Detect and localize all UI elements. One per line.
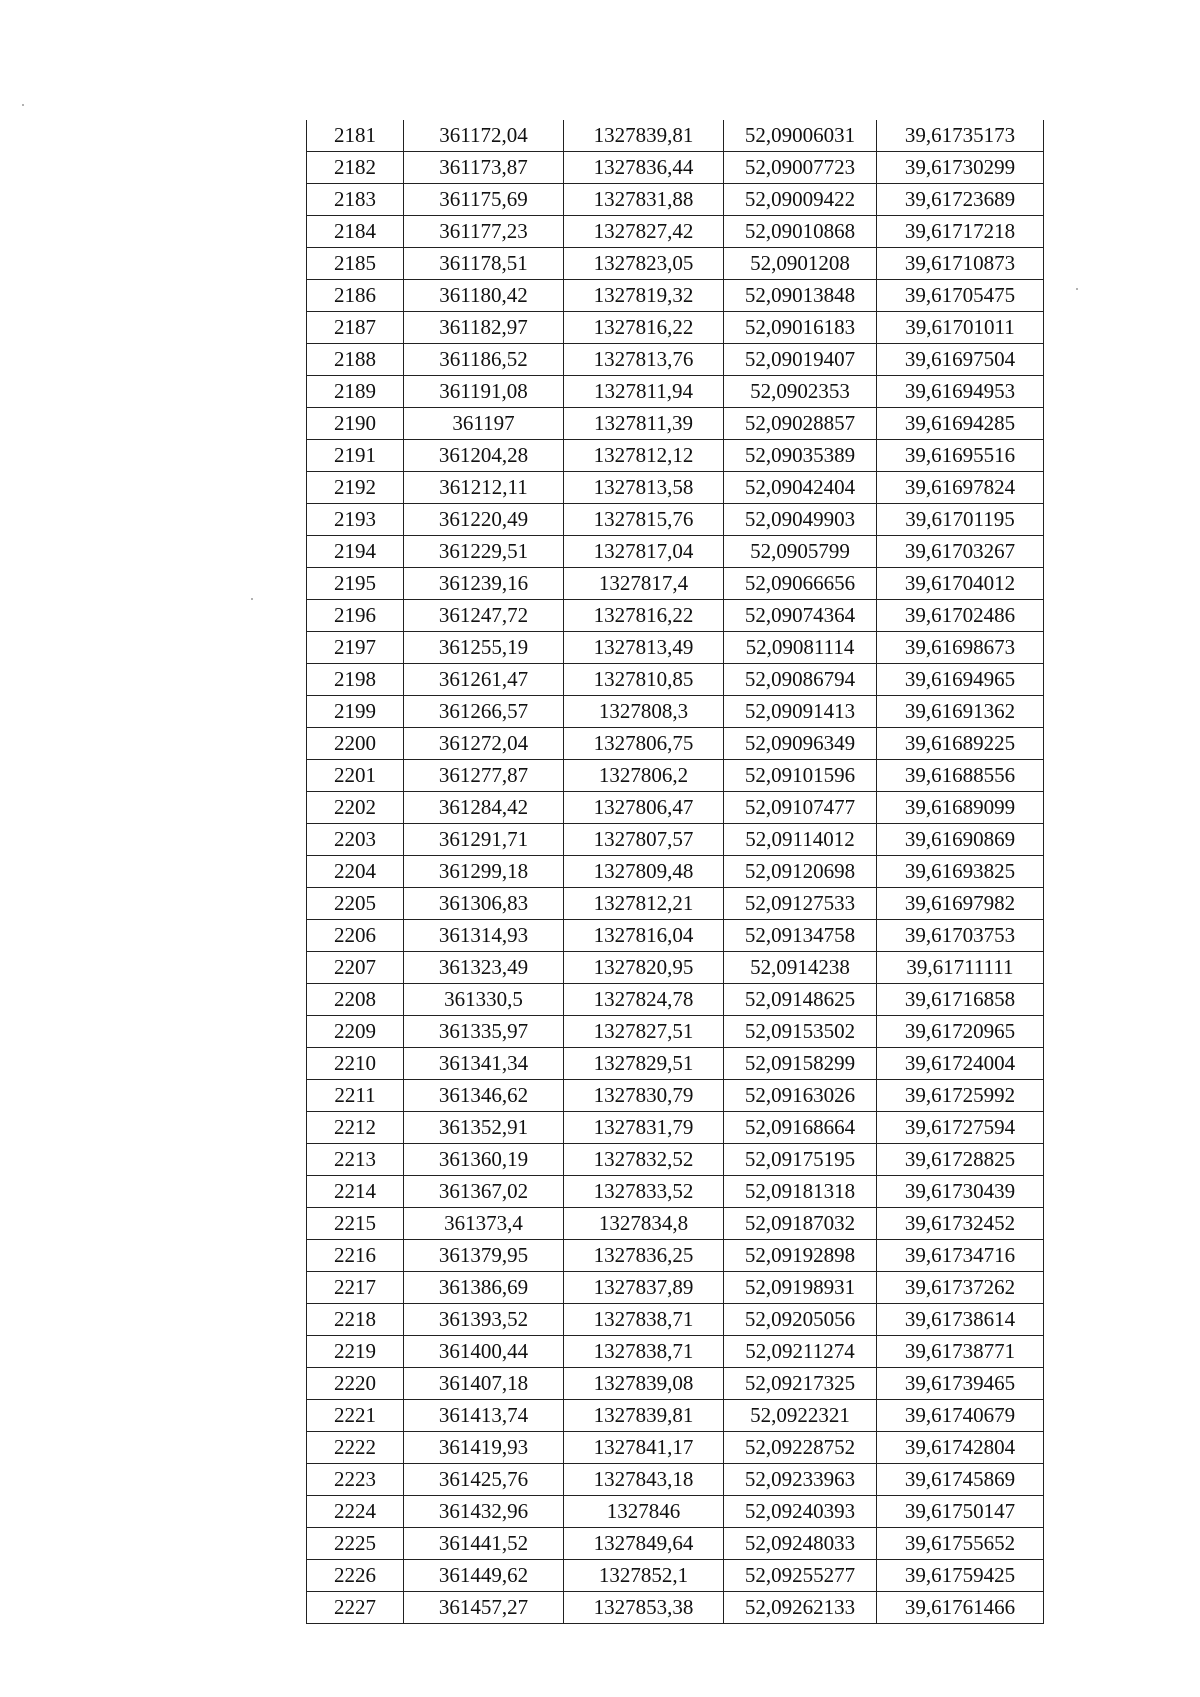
table-row [307, 1144, 1044, 1176]
longitude-cell: 39,61697504 [877, 344, 1044, 376]
coordinates-table-body [307, 120, 1044, 1624]
point-number-cell: 2215 [307, 1208, 404, 1240]
y-coordinate-cell: 1327816,22 [564, 600, 724, 632]
point-number-cell: 2188 [307, 344, 404, 376]
point-number-cell: 2200 [307, 728, 404, 760]
latitude-cell: 52,09086794 [724, 664, 877, 696]
longitude-cell: 39,61688556 [877, 760, 1044, 792]
latitude-cell: 52,09240393 [724, 1496, 877, 1528]
table-row [307, 792, 1044, 824]
point-number-cell: 2224 [307, 1496, 404, 1528]
point-number-cell: 2214 [307, 1176, 404, 1208]
longitude-cell: 39,61716858 [877, 984, 1044, 1016]
point-number-cell: 2185 [307, 248, 404, 280]
table-row [307, 440, 1044, 472]
table-row [307, 1080, 1044, 1112]
latitude-cell: 52,09175195 [724, 1144, 877, 1176]
y-coordinate-cell: 1327843,18 [564, 1464, 724, 1496]
latitude-cell: 52,09042404 [724, 472, 877, 504]
point-number-cell: 2217 [307, 1272, 404, 1304]
scan-speck [22, 104, 24, 106]
latitude-cell: 52,09255277 [724, 1560, 877, 1592]
latitude-cell: 52,09074364 [724, 600, 877, 632]
y-coordinate-cell: 1327813,58 [564, 472, 724, 504]
y-coordinate-cell: 1327839,81 [564, 120, 724, 152]
longitude-cell: 39,61720965 [877, 1016, 1044, 1048]
x-coordinate-cell: 361323,49 [404, 952, 564, 984]
longitude-cell: 39,61728825 [877, 1144, 1044, 1176]
scan-speck [1076, 288, 1078, 290]
table-row [307, 280, 1044, 312]
y-coordinate-cell: 1327811,39 [564, 408, 724, 440]
point-number-cell: 2206 [307, 920, 404, 952]
point-number-cell: 2187 [307, 312, 404, 344]
x-coordinate-cell: 361306,83 [404, 888, 564, 920]
point-number-cell: 2201 [307, 760, 404, 792]
x-coordinate-cell: 361330,5 [404, 984, 564, 1016]
longitude-cell: 39,61702486 [877, 600, 1044, 632]
table-row [307, 888, 1044, 920]
latitude-cell: 52,09127533 [724, 888, 877, 920]
x-coordinate-cell: 361299,18 [404, 856, 564, 888]
y-coordinate-cell: 1327846 [564, 1496, 724, 1528]
latitude-cell: 52,09049903 [724, 504, 877, 536]
table-row [307, 568, 1044, 600]
x-coordinate-cell: 361335,97 [404, 1016, 564, 1048]
x-coordinate-cell: 361172,04 [404, 120, 564, 152]
latitude-cell: 52,09217325 [724, 1368, 877, 1400]
longitude-cell: 39,61717218 [877, 216, 1044, 248]
y-coordinate-cell: 1327841,17 [564, 1432, 724, 1464]
latitude-cell: 52,09101596 [724, 760, 877, 792]
latitude-cell: 52,09066656 [724, 568, 877, 600]
longitude-cell: 39,61701195 [877, 504, 1044, 536]
x-coordinate-cell: 361191,08 [404, 376, 564, 408]
y-coordinate-cell: 1327827,42 [564, 216, 724, 248]
longitude-cell: 39,61739465 [877, 1368, 1044, 1400]
table-row [307, 1048, 1044, 1080]
table-row [307, 600, 1044, 632]
longitude-cell: 39,61695516 [877, 440, 1044, 472]
latitude-cell: 52,09228752 [724, 1432, 877, 1464]
point-number-cell: 2207 [307, 952, 404, 984]
table-row [307, 760, 1044, 792]
y-coordinate-cell: 1327823,05 [564, 248, 724, 280]
longitude-cell: 39,61703753 [877, 920, 1044, 952]
x-coordinate-cell: 361419,93 [404, 1432, 564, 1464]
scan-speck [251, 598, 253, 600]
latitude-cell: 52,09107477 [724, 792, 877, 824]
latitude-cell: 52,0914238 [724, 952, 877, 984]
y-coordinate-cell: 1327806,47 [564, 792, 724, 824]
longitude-cell: 39,61730439 [877, 1176, 1044, 1208]
longitude-cell: 39,61694285 [877, 408, 1044, 440]
y-coordinate-cell: 1327806,75 [564, 728, 724, 760]
x-coordinate-cell: 361346,62 [404, 1080, 564, 1112]
table-row [307, 248, 1044, 280]
point-number-cell: 2211 [307, 1080, 404, 1112]
longitude-cell: 39,61740679 [877, 1400, 1044, 1432]
latitude-cell: 52,09211274 [724, 1336, 877, 1368]
x-coordinate-cell: 361441,52 [404, 1528, 564, 1560]
latitude-cell: 52,09120698 [724, 856, 877, 888]
latitude-cell: 52,09007723 [724, 152, 877, 184]
longitude-cell: 39,61732452 [877, 1208, 1044, 1240]
latitude-cell: 52,09019407 [724, 344, 877, 376]
longitude-cell: 39,61704012 [877, 568, 1044, 600]
latitude-cell: 52,0922321 [724, 1400, 877, 1432]
y-coordinate-cell: 1327815,76 [564, 504, 724, 536]
longitude-cell: 39,61761466 [877, 1592, 1044, 1624]
table-row [307, 664, 1044, 696]
longitude-cell: 39,61738614 [877, 1304, 1044, 1336]
y-coordinate-cell: 1327839,81 [564, 1400, 724, 1432]
x-coordinate-cell: 361432,96 [404, 1496, 564, 1528]
x-coordinate-cell: 361341,34 [404, 1048, 564, 1080]
point-number-cell: 2223 [307, 1464, 404, 1496]
latitude-cell: 52,0901208 [724, 248, 877, 280]
y-coordinate-cell: 1327834,8 [564, 1208, 724, 1240]
point-number-cell: 2208 [307, 984, 404, 1016]
table-row [307, 1176, 1044, 1208]
y-coordinate-cell: 1327833,52 [564, 1176, 724, 1208]
x-coordinate-cell: 361457,27 [404, 1592, 564, 1624]
x-coordinate-cell: 361180,42 [404, 280, 564, 312]
latitude-cell: 52,09233963 [724, 1464, 877, 1496]
x-coordinate-cell: 361197 [404, 408, 564, 440]
longitude-cell: 39,61737262 [877, 1272, 1044, 1304]
point-number-cell: 2205 [307, 888, 404, 920]
table-row [307, 1528, 1044, 1560]
x-coordinate-cell: 361277,87 [404, 760, 564, 792]
latitude-cell: 52,09010868 [724, 216, 877, 248]
table-row [307, 1464, 1044, 1496]
x-coordinate-cell: 361272,04 [404, 728, 564, 760]
y-coordinate-cell: 1327836,44 [564, 152, 724, 184]
table-row [307, 344, 1044, 376]
table-row [307, 1272, 1044, 1304]
point-number-cell: 2197 [307, 632, 404, 664]
point-number-cell: 2203 [307, 824, 404, 856]
longitude-cell: 39,61694953 [877, 376, 1044, 408]
table-row [307, 1368, 1044, 1400]
y-coordinate-cell: 1327819,32 [564, 280, 724, 312]
x-coordinate-cell: 361314,93 [404, 920, 564, 952]
longitude-cell: 39,61742804 [877, 1432, 1044, 1464]
table-row [307, 1592, 1044, 1624]
table-row [307, 1336, 1044, 1368]
latitude-cell: 52,09013848 [724, 280, 877, 312]
y-coordinate-cell: 1327817,4 [564, 568, 724, 600]
latitude-cell: 52,09262133 [724, 1592, 877, 1624]
x-coordinate-cell: 361186,52 [404, 344, 564, 376]
point-number-cell: 2181 [307, 120, 404, 152]
table-row [307, 536, 1044, 568]
point-number-cell: 2183 [307, 184, 404, 216]
point-number-cell: 2199 [307, 696, 404, 728]
longitude-cell: 39,61694965 [877, 664, 1044, 696]
latitude-cell: 52,09028857 [724, 408, 877, 440]
table-row [307, 952, 1044, 984]
y-coordinate-cell: 1327849,64 [564, 1528, 724, 1560]
point-number-cell: 2210 [307, 1048, 404, 1080]
point-number-cell: 2209 [307, 1016, 404, 1048]
point-number-cell: 2196 [307, 600, 404, 632]
y-coordinate-cell: 1327829,51 [564, 1048, 724, 1080]
latitude-cell: 52,09148625 [724, 984, 877, 1016]
y-coordinate-cell: 1327816,22 [564, 312, 724, 344]
point-number-cell: 2194 [307, 536, 404, 568]
point-number-cell: 2190 [307, 408, 404, 440]
table-row [307, 184, 1044, 216]
table-row [307, 856, 1044, 888]
table-row [307, 920, 1044, 952]
latitude-cell: 52,09006031 [724, 120, 877, 152]
table-row [307, 728, 1044, 760]
y-coordinate-cell: 1327827,51 [564, 1016, 724, 1048]
point-number-cell: 2184 [307, 216, 404, 248]
latitude-cell: 52,09096349 [724, 728, 877, 760]
y-coordinate-cell: 1327806,2 [564, 760, 724, 792]
longitude-cell: 39,61691362 [877, 696, 1044, 728]
x-coordinate-cell: 361284,42 [404, 792, 564, 824]
x-coordinate-cell: 361291,71 [404, 824, 564, 856]
longitude-cell: 39,61693825 [877, 856, 1044, 888]
x-coordinate-cell: 361367,02 [404, 1176, 564, 1208]
table-row [307, 152, 1044, 184]
longitude-cell: 39,61745869 [877, 1464, 1044, 1496]
table-row [307, 1016, 1044, 1048]
y-coordinate-cell: 1327838,71 [564, 1304, 724, 1336]
table-row [307, 408, 1044, 440]
x-coordinate-cell: 361373,4 [404, 1208, 564, 1240]
latitude-cell: 52,09016183 [724, 312, 877, 344]
longitude-cell: 39,61723689 [877, 184, 1044, 216]
longitude-cell: 39,61698673 [877, 632, 1044, 664]
longitude-cell: 39,61727594 [877, 1112, 1044, 1144]
point-number-cell: 2222 [307, 1432, 404, 1464]
latitude-cell: 52,09114012 [724, 824, 877, 856]
y-coordinate-cell: 1327832,52 [564, 1144, 724, 1176]
y-coordinate-cell: 1327813,76 [564, 344, 724, 376]
point-number-cell: 2195 [307, 568, 404, 600]
x-coordinate-cell: 361255,19 [404, 632, 564, 664]
x-coordinate-cell: 361393,52 [404, 1304, 564, 1336]
latitude-cell: 52,09158299 [724, 1048, 877, 1080]
y-coordinate-cell: 1327836,25 [564, 1240, 724, 1272]
x-coordinate-cell: 361177,23 [404, 216, 564, 248]
y-coordinate-cell: 1327807,57 [564, 824, 724, 856]
x-coordinate-cell: 361352,91 [404, 1112, 564, 1144]
x-coordinate-cell: 361247,72 [404, 600, 564, 632]
table-row [307, 1432, 1044, 1464]
y-coordinate-cell: 1327839,08 [564, 1368, 724, 1400]
y-coordinate-cell: 1327837,89 [564, 1272, 724, 1304]
latitude-cell: 52,09035389 [724, 440, 877, 472]
longitude-cell: 39,61735173 [877, 120, 1044, 152]
y-coordinate-cell: 1327830,79 [564, 1080, 724, 1112]
point-number-cell: 2193 [307, 504, 404, 536]
latitude-cell: 52,09163026 [724, 1080, 877, 1112]
y-coordinate-cell: 1327817,04 [564, 536, 724, 568]
x-coordinate-cell: 361175,69 [404, 184, 564, 216]
y-coordinate-cell: 1327810,85 [564, 664, 724, 696]
table-row [307, 1560, 1044, 1592]
point-number-cell: 2216 [307, 1240, 404, 1272]
x-coordinate-cell: 361386,69 [404, 1272, 564, 1304]
point-number-cell: 2213 [307, 1144, 404, 1176]
longitude-cell: 39,61705475 [877, 280, 1044, 312]
latitude-cell: 52,09091413 [724, 696, 877, 728]
point-number-cell: 2202 [307, 792, 404, 824]
y-coordinate-cell: 1327838,71 [564, 1336, 724, 1368]
y-coordinate-cell: 1327811,94 [564, 376, 724, 408]
longitude-cell: 39,61755652 [877, 1528, 1044, 1560]
latitude-cell: 52,09153502 [724, 1016, 877, 1048]
y-coordinate-cell: 1327809,48 [564, 856, 724, 888]
latitude-cell: 52,09181318 [724, 1176, 877, 1208]
x-coordinate-cell: 361413,74 [404, 1400, 564, 1432]
y-coordinate-cell: 1327831,88 [564, 184, 724, 216]
x-coordinate-cell: 361239,16 [404, 568, 564, 600]
y-coordinate-cell: 1327831,79 [564, 1112, 724, 1144]
table-row [307, 984, 1044, 1016]
point-number-cell: 2221 [307, 1400, 404, 1432]
latitude-cell: 52,09081114 [724, 632, 877, 664]
point-number-cell: 2212 [307, 1112, 404, 1144]
x-coordinate-cell: 361220,49 [404, 504, 564, 536]
x-coordinate-cell: 361261,47 [404, 664, 564, 696]
y-coordinate-cell: 1327808,3 [564, 696, 724, 728]
latitude-cell: 52,09198931 [724, 1272, 877, 1304]
y-coordinate-cell: 1327812,12 [564, 440, 724, 472]
latitude-cell: 52,09168664 [724, 1112, 877, 1144]
longitude-cell: 39,61738771 [877, 1336, 1044, 1368]
point-number-cell: 2186 [307, 280, 404, 312]
table-row [307, 120, 1044, 152]
longitude-cell: 39,61711111 [877, 952, 1044, 984]
longitude-cell: 39,61734716 [877, 1240, 1044, 1272]
y-coordinate-cell: 1327813,49 [564, 632, 724, 664]
table-row [307, 472, 1044, 504]
point-number-cell: 2227 [307, 1592, 404, 1624]
longitude-cell: 39,61725992 [877, 1080, 1044, 1112]
y-coordinate-cell: 1327812,21 [564, 888, 724, 920]
longitude-cell: 39,61689225 [877, 728, 1044, 760]
table-row [307, 216, 1044, 248]
point-number-cell: 2219 [307, 1336, 404, 1368]
x-coordinate-cell: 361360,19 [404, 1144, 564, 1176]
y-coordinate-cell: 1327816,04 [564, 920, 724, 952]
point-number-cell: 2226 [307, 1560, 404, 1592]
x-coordinate-cell: 361182,97 [404, 312, 564, 344]
x-coordinate-cell: 361229,51 [404, 536, 564, 568]
table-row [307, 1240, 1044, 1272]
longitude-cell: 39,61710873 [877, 248, 1044, 280]
table-row [307, 696, 1044, 728]
point-number-cell: 2218 [307, 1304, 404, 1336]
x-coordinate-cell: 361425,76 [404, 1464, 564, 1496]
table-row [307, 1400, 1044, 1432]
longitude-cell: 39,61724004 [877, 1048, 1044, 1080]
table-row [307, 632, 1044, 664]
table-row [307, 504, 1044, 536]
x-coordinate-cell: 361173,87 [404, 152, 564, 184]
latitude-cell: 52,09009422 [724, 184, 877, 216]
x-coordinate-cell: 361266,57 [404, 696, 564, 728]
longitude-cell: 39,61697824 [877, 472, 1044, 504]
longitude-cell: 39,61690869 [877, 824, 1044, 856]
table-row [307, 1304, 1044, 1336]
latitude-cell: 52,09192898 [724, 1240, 877, 1272]
table-row [307, 824, 1044, 856]
latitude-cell: 52,09205056 [724, 1304, 877, 1336]
longitude-cell: 39,61697982 [877, 888, 1044, 920]
latitude-cell: 52,0902353 [724, 376, 877, 408]
x-coordinate-cell: 361204,28 [404, 440, 564, 472]
point-number-cell: 2192 [307, 472, 404, 504]
y-coordinate-cell: 1327852,1 [564, 1560, 724, 1592]
latitude-cell: 52,0905799 [724, 536, 877, 568]
y-coordinate-cell: 1327824,78 [564, 984, 724, 1016]
latitude-cell: 52,09187032 [724, 1208, 877, 1240]
x-coordinate-cell: 361178,51 [404, 248, 564, 280]
longitude-cell: 39,61701011 [877, 312, 1044, 344]
point-number-cell: 2191 [307, 440, 404, 472]
point-number-cell: 2189 [307, 376, 404, 408]
longitude-cell: 39,61703267 [877, 536, 1044, 568]
table-row [307, 376, 1044, 408]
table-row [307, 1112, 1044, 1144]
y-coordinate-cell: 1327820,95 [564, 952, 724, 984]
longitude-cell: 39,61730299 [877, 152, 1044, 184]
table-row [307, 312, 1044, 344]
point-number-cell: 2182 [307, 152, 404, 184]
x-coordinate-cell: 361379,95 [404, 1240, 564, 1272]
coordinates-table [306, 120, 1044, 1624]
point-number-cell: 2225 [307, 1528, 404, 1560]
y-coordinate-cell: 1327853,38 [564, 1592, 724, 1624]
point-number-cell: 2204 [307, 856, 404, 888]
x-coordinate-cell: 361407,18 [404, 1368, 564, 1400]
x-coordinate-cell: 361400,44 [404, 1336, 564, 1368]
table-row [307, 1208, 1044, 1240]
point-number-cell: 2220 [307, 1368, 404, 1400]
x-coordinate-cell: 361449,62 [404, 1560, 564, 1592]
longitude-cell: 39,61689099 [877, 792, 1044, 824]
latitude-cell: 52,09134758 [724, 920, 877, 952]
point-number-cell: 2198 [307, 664, 404, 696]
x-coordinate-cell: 361212,11 [404, 472, 564, 504]
table-row [307, 1496, 1044, 1528]
longitude-cell: 39,61759425 [877, 1560, 1044, 1592]
longitude-cell: 39,61750147 [877, 1496, 1044, 1528]
latitude-cell: 52,09248033 [724, 1528, 877, 1560]
